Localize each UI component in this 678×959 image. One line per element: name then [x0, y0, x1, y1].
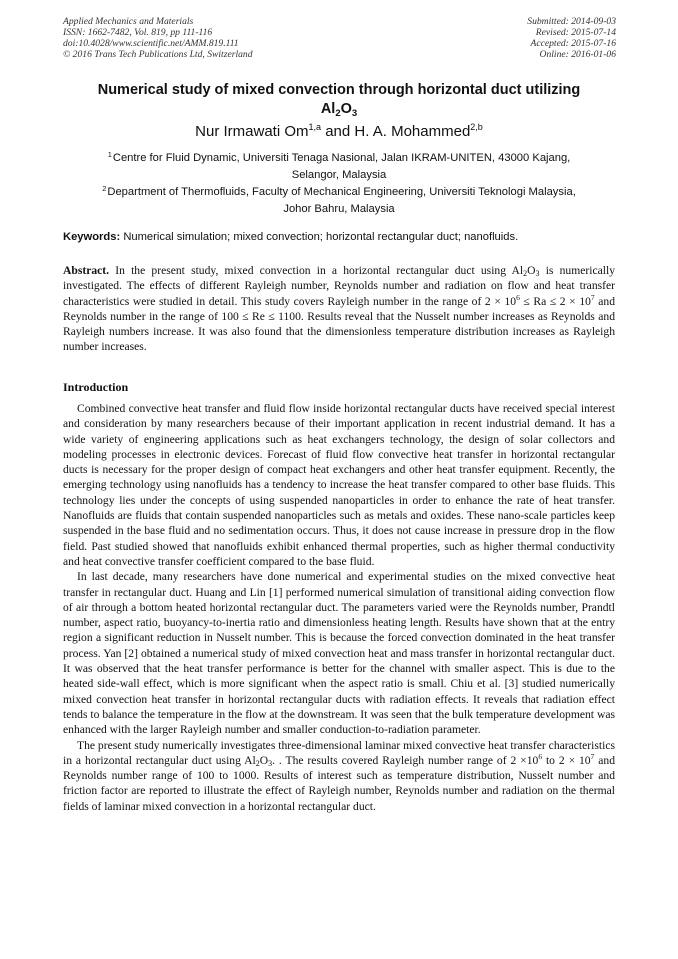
abstract-paragraph: [63, 263, 615, 355]
abstract-text-3: ≤ Ra ≤ 2 × 10: [519, 294, 591, 308]
copyright-line: © 2016 Trans Tech Publications Ltd, Switzerland: [63, 49, 253, 60]
title-chem-o: O: [340, 101, 352, 117]
author-1: Nur Irmawati Om: [195, 123, 309, 140]
intro-p3-text-1: The present study numerically investigates three-dimensional laminar mixed convective heat transfer characteristics in a horizontal rectangular duct using Al: [63, 738, 615, 767]
abstract: [63, 263, 615, 355]
title-chem-sub-2: 2: [335, 108, 341, 119]
author-2: H. A. Mohammed: [354, 123, 471, 140]
intro-paragraph-2: In last decade, many researchers have done numerical and experimental studies on the mixed convective heat transfer in rectangular duct. Huang and Lin [1] performed numerical simulation of transitional aiding convection flow of air through a bottom heated horizontal rectangular duct. The parameters varied were the Reynolds number, Prandtl number, aspect ratio, buoyancy-to-inertia ratio and dimensionless heating length. Results have shown that at the entry region a significant reduction in Nusselt number. This is because the forced convection dominated in the heat transfer process. Yan [2] obtained a numerical study of mixed convection heat and mass transfer in horizontal rectangular duct. It was observed that the heat transfer performance is better for the channel with smaller aspect. This is due to the heated side-wall effect, which is more significant when the aspect ratio is small. Chiu et al. [3] studied numerically mixed convection heat transfer in horizontal rectangular ducts with radiation effects. It reveals that radiation effect tends to balance the temperature in the flow at the downstream. It was seen that the bulk temperature development was enhanced with the larger Rayleigh number and smaller conduction-to-radiation parameter.: [63, 570, 615, 737]
abstract-text-2: is numerically investigated. The effects of different Rayleigh number, Reynolds number and radiation on flow and heat transfer characteristics were studied in detail. This study covers Rayleigh number in the range of 2 × 10: [63, 264, 615, 308]
author-line: [60, 123, 618, 141]
intro-p3-text-2: . . The results covered Rayleigh number range of 2 ×10: [272, 753, 539, 767]
issn-line: ISSN: 1662-7482, Vol. 819, pp 111-116: [63, 27, 213, 38]
abstract-exp-6: 6: [516, 292, 520, 302]
abstract-text-4: and Reynolds number in the range of 100 ≤ Re ≤ 1100. Results reveal that the Nusselt number increases as Reynolds and Rayleigh numbers increase. It was also found that the dimensionless temperature distribution increases as Rayleigh number increases.: [63, 294, 616, 354]
affiliation-2-line-2: Johor Bahru, Malaysia: [283, 202, 395, 215]
author-1-affil: 1,a: [308, 122, 322, 132]
intro-p3-chem-sub-2: 2: [255, 758, 260, 768]
intro-p3-text-3: to 2 × 10: [542, 753, 591, 767]
abstract-exp-7: 7: [590, 292, 595, 302]
author-2-affil: 2,b: [470, 122, 483, 132]
affiliation-2-number: 2: [102, 184, 107, 193]
paper-title: [60, 81, 618, 119]
keywords-label: Keywords:: [63, 231, 121, 243]
intro-p3-text-4: and Reynolds number range of 100 to 1000. Results of interest such as temperature distribution, Nusselt number and friction factor are reported to illustrate the effect of Rayleigh number, Reynolds number and radiation on the thermal fields of laminar mixed convection in a horizontal rectangular duct.: [63, 753, 615, 813]
submitted-date: Submitted: 2014-09-03: [527, 16, 616, 27]
intro-paragraph-3: [63, 738, 615, 814]
intro-p3-exp-7: 7: [590, 751, 595, 761]
online-date: Online: 2016-01-06: [539, 49, 616, 60]
journal-name: Applied Mechanics and Materials: [63, 16, 194, 27]
abstract-chem-o: O: [527, 264, 536, 277]
affiliation-1: [70, 150, 608, 183]
affiliation-1-number: 1: [107, 150, 112, 159]
intro-p3-chem-sub-3: 3: [268, 758, 273, 768]
intro-p3-chem-o: O: [259, 753, 269, 767]
affiliation-2-line-1: Department of Thermofluids, Faculty of Mechanical Engineering, Universiti Teknologi Malaysia,: [107, 186, 576, 198]
intro-p3-exp-6: 6: [538, 751, 543, 761]
journal-header-right: [527, 16, 616, 60]
intro-paragraph-1: Combined convective heat transfer and fluid flow inside horizontal rectangular ducts have received special interest and consideration by many researchers because of their important application in recent industrial demand. It has a wide variety of engineering applications such as heat exchangers technology, the design of solar collectors and modeling processes in electronic devices. Forecast of fluid flow convective heat transfer in horizontal rectangular ducts is necessary for the proper design of compact heat exchangers and other heat transfer equipment. Recently, the emerging technology using nanofluids has a tendency to increase the heat transfer compared to other base fluids. This technology lies under the concepts of using suspended nanoparticles in order to enhance the rate of heat transfer. Nanofluids are fluids that contain suspended nanoparticles such as metals and oxides. These nano-scale particles keep suspended in the base fluid and no sedimentation occurs. Thus, it does not cause increase in pressure drop in the flow field. Past studied showed that nanofluids exhibit enhanced thermal properties, such as higher thermal conductivity and heat convective transfer coefficient compared to the base fluid.: [63, 402, 615, 568]
accepted-date: Accepted: 2015-07-16: [530, 38, 616, 49]
affiliation-1-line-1: Centre for Fluid Dynamic, Universiti Tenaga Nasional, Jalan IKRAM-UNITEN, 43000 Kajang,: [112, 152, 571, 164]
affiliation-2: [70, 184, 608, 217]
affiliation-1-line-2: Selangor, Malaysia: [291, 168, 387, 181]
abstract-chem-sub-3: 3: [535, 269, 540, 278]
revised-date: Revised: 2015-07-14: [535, 27, 616, 38]
title-text: Numerical study of mixed convection through horizontal duct utilizing: [97, 82, 581, 98]
section-heading-introduction: Introduction: [63, 380, 129, 394]
abstract-text-1: In the present study, mixed convection in a horizontal rectangular duct using Al: [115, 264, 524, 277]
abstract-chem-sub-2: 2: [523, 269, 528, 278]
doi-line: doi:10.4028/www.scientific.net/AMM.819.111: [63, 38, 239, 49]
journal-header-left: [63, 16, 253, 60]
title-chem-al: Al: [320, 101, 336, 117]
introduction-body: [63, 401, 615, 814]
keywords-text: Numerical simulation; mixed convection; horizontal rectangular duct; nanofluids.: [123, 231, 519, 243]
author-joiner: and: [321, 123, 355, 140]
keywords: [63, 230, 619, 244]
abstract-label: Abstract.: [63, 264, 110, 277]
title-chem-sub-3: 3: [351, 108, 358, 119]
